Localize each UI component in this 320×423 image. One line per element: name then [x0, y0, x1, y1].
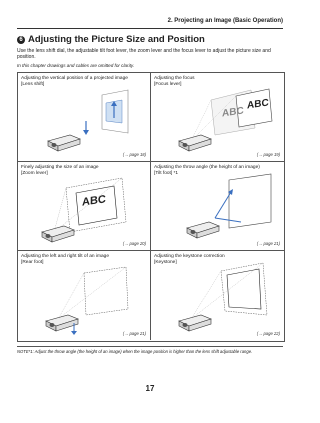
cell-subtitle: [Rear foot]: [21, 260, 44, 265]
footnote: NOTE*1: Adjust the throw angle (the height of an image) when the image position is higher than the lens shift adjustable range.: [17, 349, 253, 354]
page-reference: (→ page 22): [256, 331, 280, 336]
cell-zoom: [18, 162, 151, 251]
page-number: 17: [145, 384, 155, 393]
page-reference: (→ page 21): [122, 331, 146, 336]
zoom-screen-text: ABC: [82, 193, 106, 209]
keystone-illustration: [151, 251, 284, 340]
chapter-header: 2. Projecting an Image (Basic Operation): [167, 18, 283, 24]
footnote-divider: [17, 346, 283, 347]
cell-focus: [151, 73, 284, 162]
cell-rear-foot: [18, 251, 151, 340]
section-title: [17, 34, 205, 45]
cell-title: Adjusting the left and right tilt of an image: [21, 254, 109, 259]
page-reference: (→ page 20): [122, 241, 146, 246]
blurred-screen-text: ABC: [222, 105, 244, 120]
page-reference: (→ page 18): [122, 152, 146, 157]
cell-keystone: [151, 251, 284, 340]
intro-paragraph: Use the lens shift dial, the adjustable tilt foot lever, the zoom lever and the focus lever to adjust the picture size and position.: [17, 48, 271, 61]
cell-subtitle: [Keystone]: [154, 260, 177, 265]
focused-screen-text: ABC: [247, 97, 269, 112]
rear-foot-illustration: [18, 251, 151, 340]
cell-subtitle: [Lens shift]: [21, 82, 45, 87]
header-divider: [17, 28, 283, 29]
cell-subtitle: [Tilt foot] *1: [154, 171, 179, 176]
page-reference: (→ page 21): [256, 241, 280, 246]
cell-lens-shift: [18, 73, 151, 162]
cell-title: Adjusting the vertical position of a projected image: [21, 76, 128, 81]
cell-title: Adjusting the focus: [154, 76, 195, 81]
focus-illustration: [151, 73, 284, 162]
intro-note: In this chapter drawings and cables are omitted for clarity.: [17, 63, 135, 68]
cell-title: Finely adjusting the size of an image: [21, 165, 99, 170]
page-reference: (→ page 19): [256, 152, 280, 157]
cell-subtitle: [Focus lever]: [154, 82, 182, 87]
cell-title: Adjusting the keystone correction: [154, 254, 225, 259]
section-number: 6: [17, 36, 25, 44]
section-title-text: Adjusting the Picture Size and Position: [28, 34, 205, 45]
lens-shift-illustration: [18, 73, 151, 162]
tilt-foot-illustration: [151, 162, 284, 251]
cell-subtitle: [Zoom lever]: [21, 171, 48, 176]
adjustment-grid: [17, 72, 285, 342]
cell-tilt-foot: [151, 162, 284, 251]
cell-title: Adjusting the throw angle (the height of an image): [154, 165, 260, 170]
